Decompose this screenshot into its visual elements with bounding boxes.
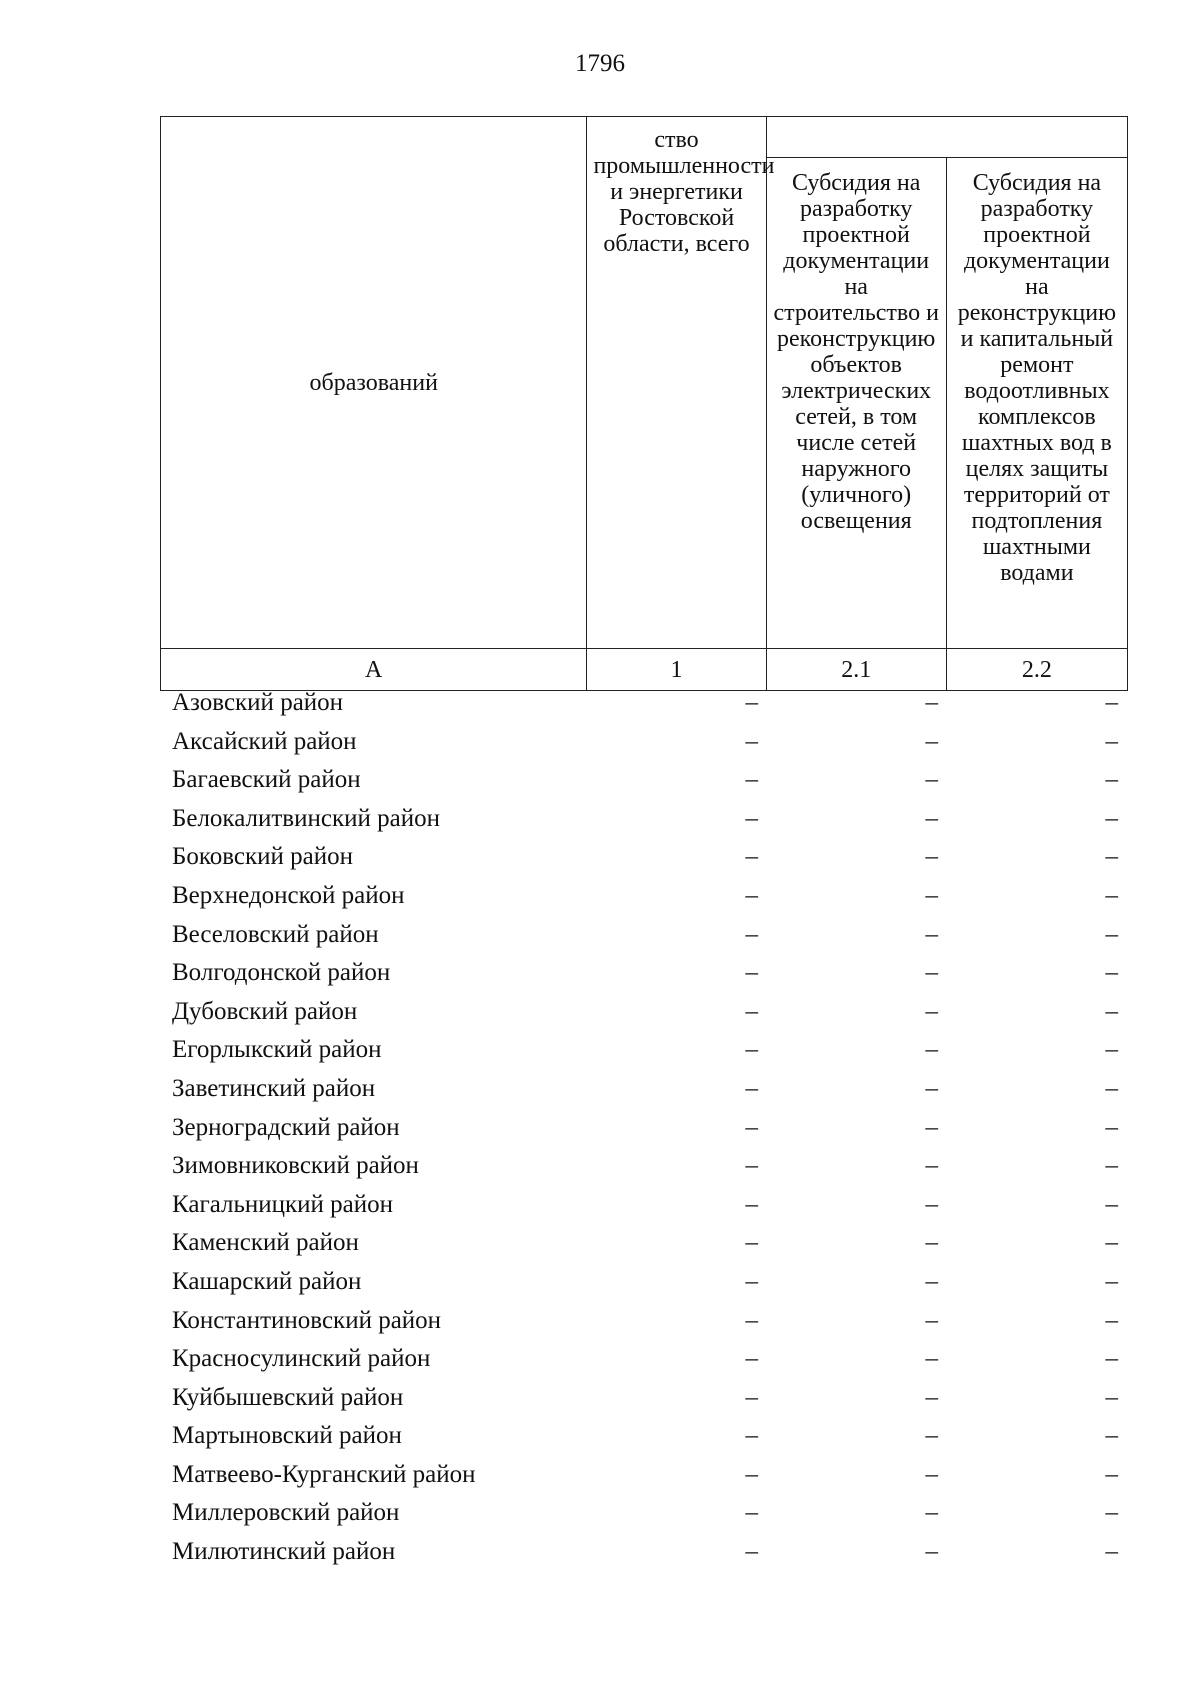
value-col-2-2: – — [1105, 727, 1118, 755]
value-col-1: – — [745, 959, 758, 987]
value-col-2-1: – — [925, 1383, 938, 1411]
value-col-2-2: – — [1105, 920, 1118, 948]
value-col-2-2: – — [1105, 1538, 1118, 1566]
value-col-1: – — [745, 1538, 758, 1566]
table-row — [160, 1072, 1128, 1111]
value-col-2-1: – — [925, 1190, 938, 1218]
table-row — [160, 1535, 1128, 1574]
district-name: Аксайский район — [172, 727, 357, 755]
index-a: А — [161, 649, 587, 691]
value-col-2-2: – — [1105, 959, 1118, 987]
value-col-2-2: – — [1105, 1460, 1118, 1488]
value-col-2-1: – — [925, 1229, 938, 1257]
value-col-2-1: – — [925, 804, 938, 832]
value-col-2-1: – — [925, 959, 938, 987]
district-name: Милютинский район — [172, 1538, 396, 1566]
value-col-1: – — [745, 1422, 758, 1450]
value-col-2-1: – — [925, 1036, 938, 1064]
value-col-2-1: – — [925, 843, 938, 871]
district-name: Белокалитвинский район — [172, 804, 440, 832]
table-row — [160, 1419, 1128, 1458]
value-col-1: – — [745, 766, 758, 794]
district-name: Мартыновский район — [172, 1422, 402, 1450]
value-col-2-2: – — [1105, 1152, 1118, 1180]
value-col-2-1: – — [925, 1345, 938, 1373]
table-row — [160, 802, 1128, 841]
index-2-1: 2.1 — [766, 649, 946, 691]
district-name: Матвеево-Курганский район — [172, 1460, 476, 1488]
value-col-2-1: – — [925, 920, 938, 948]
header-col-2-1: Субсидия на разработку проектной документации на строительство и реконструкцию объектов электрических сетей, в том числе сетей наружного (уличного) освещения — [766, 158, 946, 649]
table-row — [160, 1188, 1128, 1227]
district-name: Зерноградский район — [172, 1113, 400, 1141]
value-col-2-1: – — [925, 1499, 938, 1527]
district-name: Каменский район — [172, 1229, 359, 1257]
value-col-1: – — [745, 1499, 758, 1527]
table-row — [160, 918, 1128, 957]
value-col-2-1: – — [925, 727, 938, 755]
table-body — [160, 686, 1128, 1574]
value-col-1: – — [745, 920, 758, 948]
district-name: Боковский район — [172, 843, 353, 871]
value-col-2-1: – — [925, 1267, 938, 1295]
value-col-1: – — [745, 804, 758, 832]
district-name: Зимовниковский район — [172, 1152, 419, 1180]
table-row — [160, 1496, 1128, 1535]
district-name: Азовский район — [172, 689, 344, 716]
value-col-2-2: – — [1105, 689, 1118, 716]
value-col-1: – — [745, 1306, 758, 1334]
value-col-2-2: – — [1105, 1036, 1118, 1064]
table-row — [160, 763, 1128, 802]
value-col-2-1: – — [925, 689, 938, 716]
value-col-1: – — [745, 881, 758, 909]
table-row — [160, 956, 1128, 995]
value-col-2-2: – — [1105, 1113, 1118, 1141]
table-row — [160, 725, 1128, 764]
value-col-2-2: – — [1105, 881, 1118, 909]
header-group-row — [161, 117, 1128, 158]
value-col-2-2: – — [1105, 766, 1118, 794]
table-row — [160, 1111, 1128, 1150]
district-name: Миллеровский район — [172, 1499, 400, 1527]
value-col-2-2: – — [1105, 1383, 1118, 1411]
header-group-empty — [766, 117, 1127, 158]
table-row — [160, 1304, 1128, 1343]
value-col-1: – — [745, 1383, 758, 1411]
table-row — [160, 840, 1128, 879]
table-row — [160, 1226, 1128, 1265]
district-name: Константиновский район — [172, 1306, 442, 1334]
value-col-2-1: – — [925, 881, 938, 909]
district-name: Кагальницкий район — [172, 1190, 394, 1218]
value-col-1: – — [745, 1345, 758, 1373]
district-name: Волгодонской район — [172, 959, 391, 987]
value-col-1: – — [745, 1190, 758, 1218]
value-col-2-2: – — [1105, 1190, 1118, 1218]
value-col-2-1: – — [925, 1152, 938, 1180]
district-name: Куйбышевский район — [172, 1383, 404, 1411]
district-name: Красносулинский район — [172, 1345, 431, 1373]
value-col-2-1: – — [925, 997, 938, 1025]
index-2-2: 2.2 — [946, 649, 1127, 691]
value-col-2-1: – — [925, 766, 938, 794]
district-name: Заветинский район — [172, 1074, 376, 1102]
value-col-1: – — [745, 1074, 758, 1102]
district-name: Егорлыкский район — [172, 1036, 382, 1064]
value-col-2-1: – — [925, 1306, 938, 1334]
district-name: Верхнедонской район — [172, 881, 405, 909]
district-name: Багаевский район — [172, 766, 361, 794]
value-col-2-1: – — [925, 1113, 938, 1141]
value-col-1: – — [745, 727, 758, 755]
value-col-1: – — [745, 1267, 758, 1295]
table-header — [160, 116, 1128, 691]
header-col-a: образований — [161, 117, 587, 649]
page-number: 1796 — [575, 50, 625, 77]
district-name: Дубовский район — [172, 997, 358, 1025]
table-row — [160, 879, 1128, 918]
table-row — [160, 1458, 1128, 1497]
value-col-1: – — [745, 689, 758, 716]
value-col-1: – — [745, 1229, 758, 1257]
value-col-1: – — [745, 997, 758, 1025]
header-col-2-2: Субсидия на разработку проектной документации на реконструкцию и капитальный ремонт водоотливных комплексов шахтных вод в целях защиты территорий от подтопления шахтными водами — [946, 158, 1127, 649]
value-col-1: – — [745, 1152, 758, 1180]
value-col-1: – — [745, 1113, 758, 1141]
table-row — [160, 1381, 1128, 1420]
value-col-2-2: – — [1105, 1267, 1118, 1295]
value-col-2-2: – — [1105, 1345, 1118, 1373]
table-row — [160, 995, 1128, 1034]
index-1: 1 — [587, 649, 766, 691]
value-col-2-1: – — [925, 1422, 938, 1450]
district-name: Кашарский район — [172, 1267, 362, 1295]
value-col-1: – — [745, 1036, 758, 1064]
value-col-1: – — [745, 843, 758, 871]
value-col-2-2: – — [1105, 997, 1118, 1025]
value-col-1: – — [745, 1460, 758, 1488]
value-col-2-2: – — [1105, 1074, 1118, 1102]
table-row — [160, 686, 1128, 725]
value-col-2-2: – — [1105, 804, 1118, 832]
value-col-2-2: – — [1105, 843, 1118, 871]
value-col-2-1: – — [925, 1460, 938, 1488]
table-row — [160, 1265, 1128, 1304]
table-row — [160, 1149, 1128, 1188]
value-col-2-2: – — [1105, 1499, 1118, 1527]
value-col-2-2: – — [1105, 1229, 1118, 1257]
table-row — [160, 1033, 1128, 1072]
district-name: Веселовский район — [172, 920, 379, 948]
value-col-2-1: – — [925, 1538, 938, 1566]
value-col-2-1: – — [925, 1074, 938, 1102]
table-row — [160, 1342, 1128, 1381]
header-col-1: ство промышленности и энергетики Ростовской области, всего — [587, 117, 766, 649]
header-index-row — [161, 649, 1128, 691]
value-col-2-2: – — [1105, 1306, 1118, 1334]
value-col-2-2: – — [1105, 1422, 1118, 1450]
